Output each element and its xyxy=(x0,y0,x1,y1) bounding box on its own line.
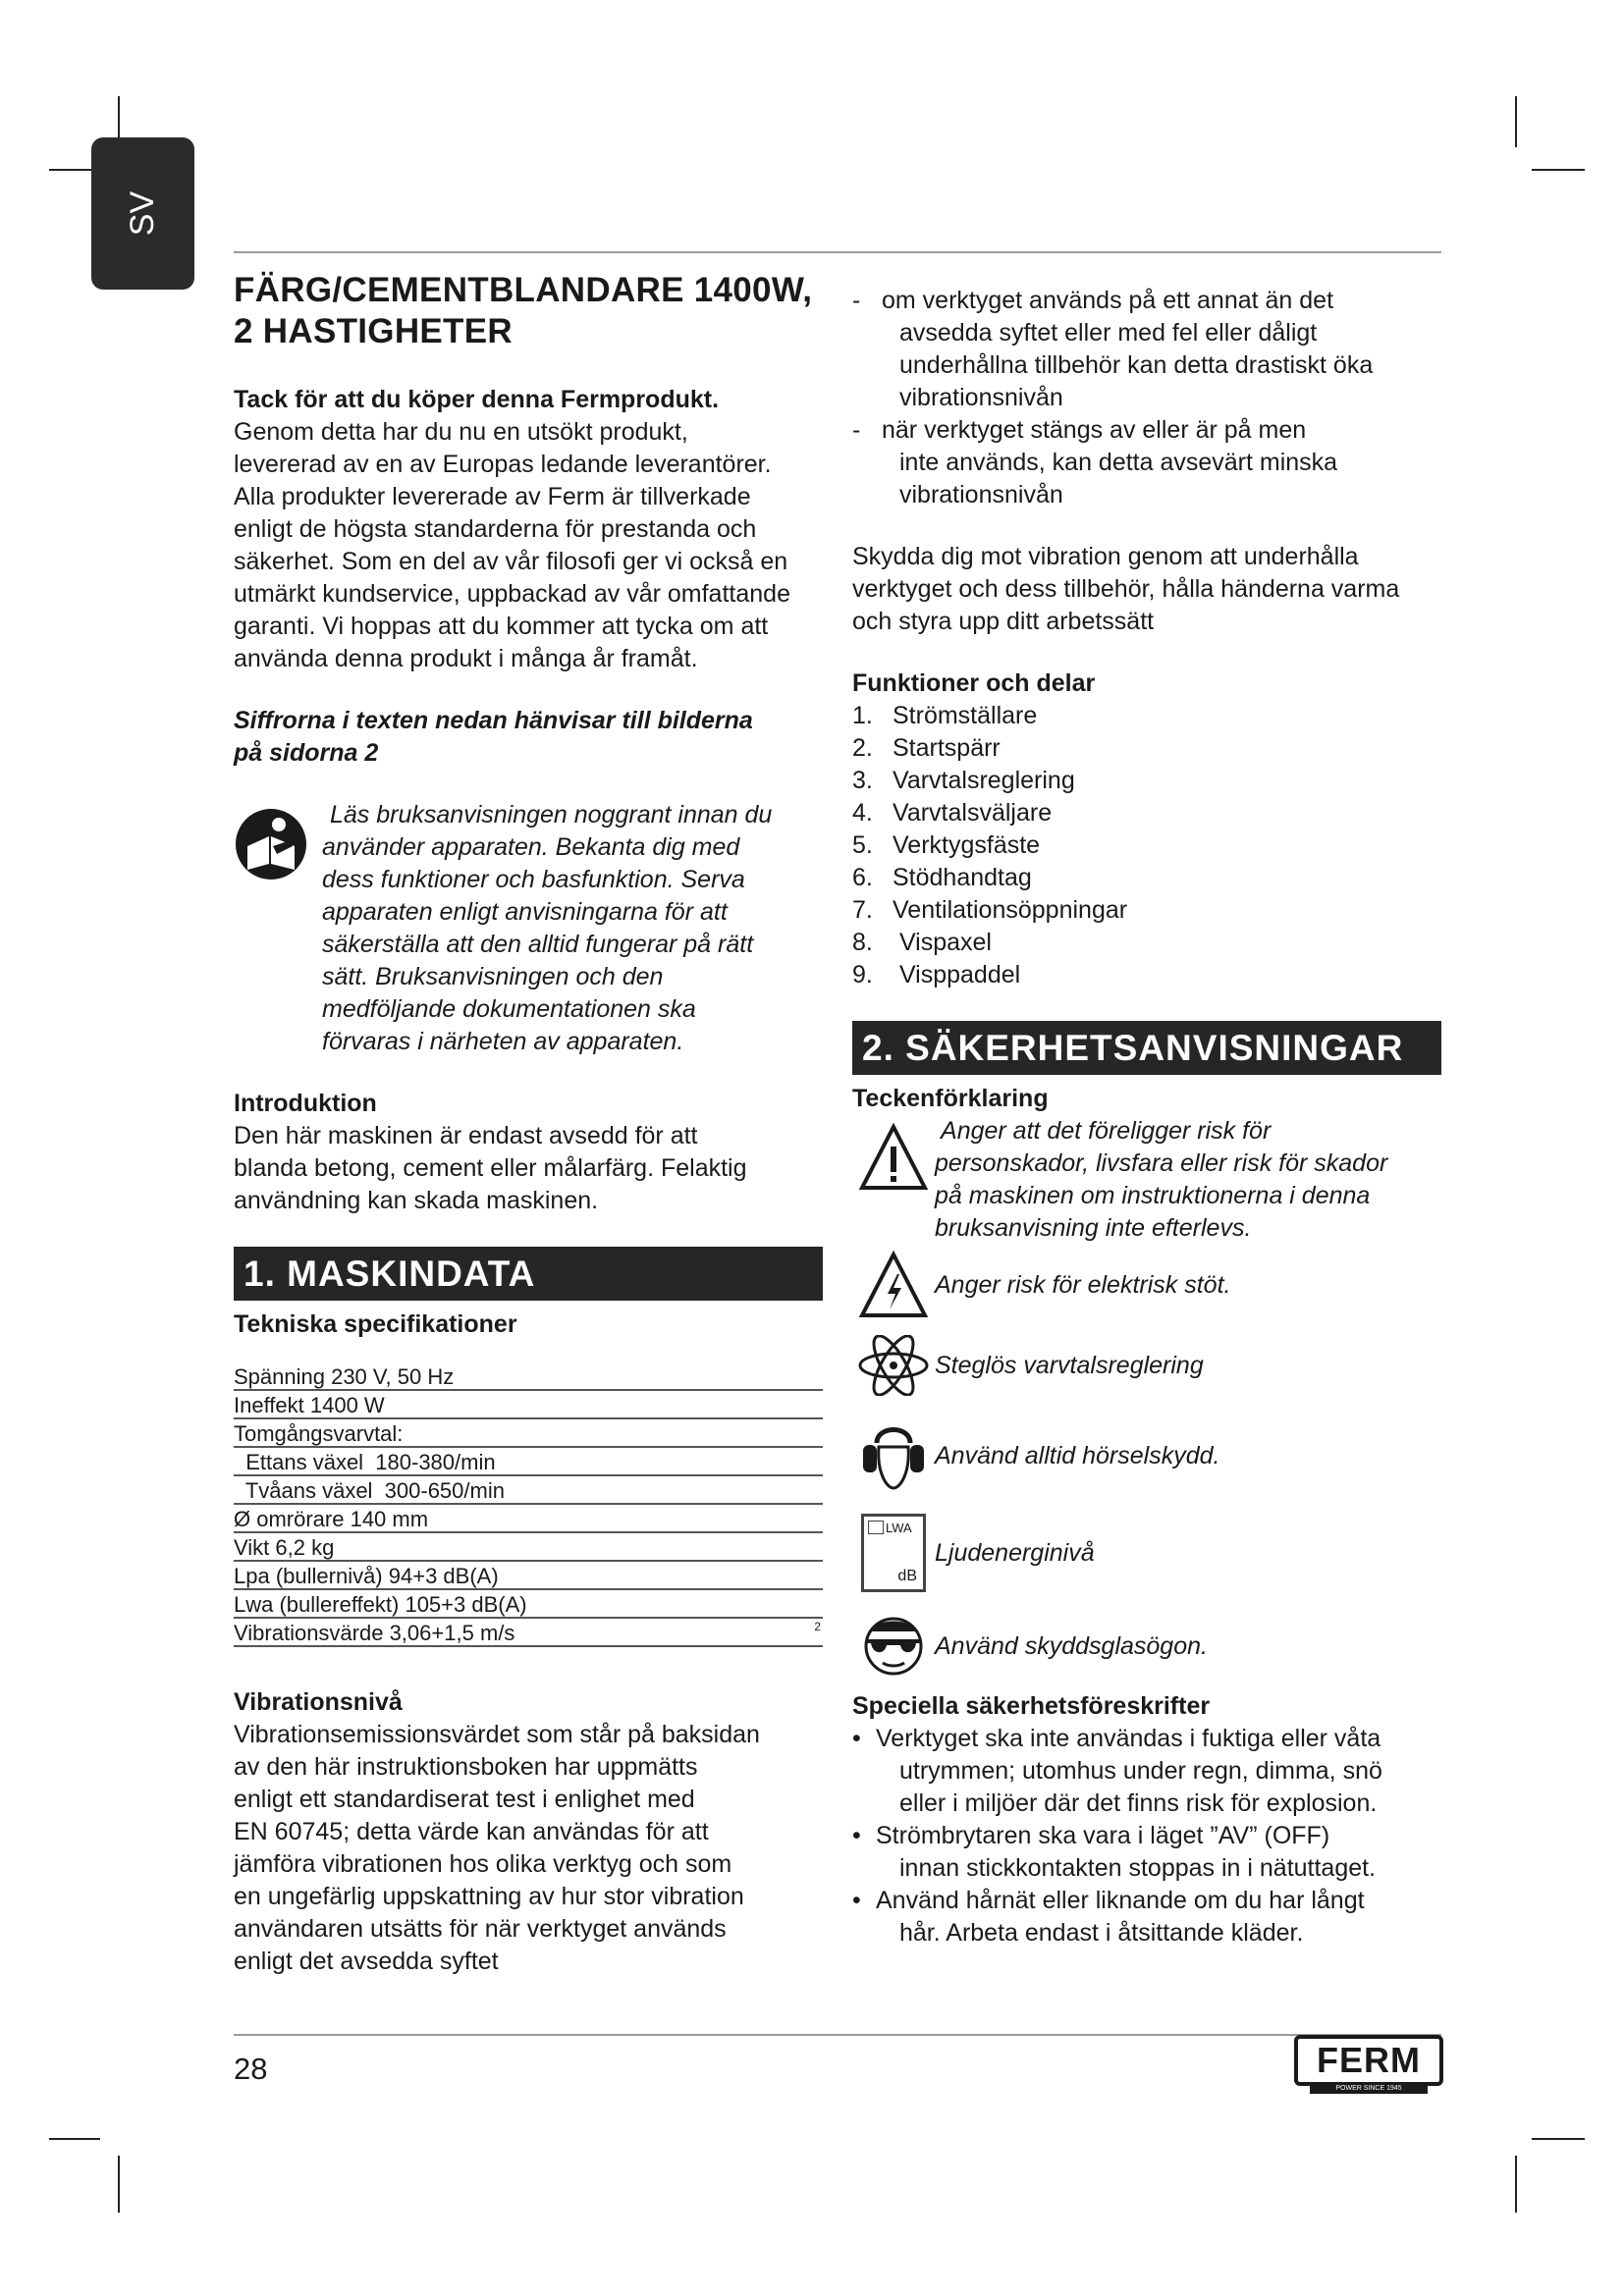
vibration-line: EN 60745; detta värde kan användas för att xyxy=(234,1818,709,1845)
manual-note xyxy=(234,799,823,1058)
intro-line: Genom detta har du nu en utsökt produkt, xyxy=(234,418,688,446)
vibration-line: enligt ett standardiserat test i enlighet med xyxy=(234,1786,695,1813)
bullet-text: utrymmen; utomhus under regn, dimma, snö xyxy=(899,1757,1382,1785)
symbol-text: personskador, livsfara eller risk för skador xyxy=(935,1149,1388,1177)
spec-row: Tomgångsvarvtal: xyxy=(234,1419,823,1448)
crop-mark xyxy=(49,2138,100,2140)
special-block xyxy=(852,1690,1441,1949)
symbols-heading: Teckenförklaring xyxy=(852,1085,1049,1112)
crop-mark xyxy=(1532,169,1585,171)
ear-protection-icon xyxy=(852,1417,935,1494)
logo-tagline: POWER SINCE 1945 xyxy=(1310,2084,1428,2094)
spec-row: Ineffekt 1400 W xyxy=(234,1391,823,1419)
vibration-line: av den här instruktionsboken har uppmätts xyxy=(234,1753,698,1781)
spec-row: Lpa (bullernivå) 94+3 dB(A) xyxy=(234,1562,823,1590)
intro-line: Alla produkter levererade av Ferm är tillverkade xyxy=(234,483,751,510)
vibration-line: användaren utsätts för när verktyget används xyxy=(234,1915,727,1943)
vibration-line: Vibrationsemissionsvärdet som står på baksidan xyxy=(234,1721,760,1748)
intro-line: säkerhet. Som en del av vår filosofi ger vi också en xyxy=(234,548,788,575)
intro-line: garanti. Vi hoppas att du kommer att tycka om att xyxy=(234,613,769,640)
manual-note-line: använder apparaten. Bekanta dig med xyxy=(322,833,740,861)
spec-superscript: 2 xyxy=(814,1620,821,1633)
list-item: 8. Vispaxel xyxy=(852,929,992,956)
intro-line: utmärkt kundservice, uppbackad av vår omfattande xyxy=(234,580,790,608)
symbol-text: Steglös varvtalsreglering xyxy=(935,1351,1204,1379)
symbol-text: Använd alltid hörselskydd. xyxy=(935,1441,1220,1469)
introduction-block xyxy=(234,1088,823,1217)
introduction-line: Den här maskinen är endast avsedd för att xyxy=(234,1122,698,1149)
lwa-label: LWA xyxy=(886,1521,912,1535)
speed-control-icon xyxy=(852,1335,935,1396)
electric-shock-icon xyxy=(852,1251,935,1319)
figure-note xyxy=(234,705,823,770)
symbol-row xyxy=(852,1514,1441,1592)
top-rule xyxy=(234,251,1441,253)
section-1-title: 1. MASKINDATA xyxy=(234,1247,823,1301)
safety-glasses-icon xyxy=(852,1614,935,1679)
symbol-row xyxy=(852,1115,1441,1245)
dash-text: underhållna tillbehör kan detta drastiskt öka xyxy=(899,351,1374,379)
db-label: dB xyxy=(897,1568,917,1584)
list-item: 4. Varvtalsväljare xyxy=(852,799,1053,827)
functions-block xyxy=(852,667,1441,991)
intro-block xyxy=(234,384,823,675)
symbol-text: Ljudenerginivå xyxy=(935,1538,1095,1567)
introduction-heading: Introduktion xyxy=(234,1090,377,1117)
dash-item xyxy=(852,414,1441,511)
section-2-title: 2. SÄKERHETSANVISNINGAR xyxy=(852,1021,1441,1075)
special-heading: Speciella säkerhetsföreskrifter xyxy=(852,1692,1211,1720)
ferm-logo xyxy=(1294,2035,1441,2096)
bullet-text: Använd hårnät eller liknande om du har långt xyxy=(876,1887,1365,1914)
vibration-line: enligt det avsedda syftet xyxy=(234,1948,499,1975)
manual-note-line: säkerställa att den alltid fungerar på rätt xyxy=(322,931,754,958)
spec-row: Vibrationsvärde 3,06+1,5 m/s 2 xyxy=(234,1619,823,1647)
list-item: 5. Verktygsfäste xyxy=(852,831,1041,859)
figure-note-line: på sidorna 2 xyxy=(234,739,379,767)
manual-note-line: sätt. Bruksanvisningen och den xyxy=(322,963,664,990)
dash-text: vibrationsnivån xyxy=(899,384,1063,411)
crop-mark xyxy=(1532,2138,1585,2140)
dash-item xyxy=(852,285,1441,414)
dash-text: inte används, kan detta avsevärt minska xyxy=(899,449,1338,476)
bullet-item xyxy=(852,1723,1441,1820)
protect-line: verktyget och dess tillbehör, hålla händerna varma xyxy=(852,575,1400,603)
functions-heading: Funktioner och delar xyxy=(852,669,1096,697)
figure-note-line: Siffrorna i texten nedan hänvisar till bilderna xyxy=(234,707,753,734)
list-item: 2. Startspärr xyxy=(852,734,1001,762)
dash-text: vibrationsnivån xyxy=(899,481,1063,508)
dash-mark: - xyxy=(852,287,861,314)
spec-table xyxy=(234,1362,823,1647)
intro-line: enligt de högsta standarderna för prestanda och xyxy=(234,515,757,543)
symbol-text: bruksanvisning inte efterlevs. xyxy=(935,1214,1252,1242)
protect-line: Skydda dig mot vibration genom att underhålla xyxy=(852,543,1359,570)
manual-note-line: dess funktioner och basfunktion. Serva xyxy=(322,866,745,893)
list-item: 7. Ventilationsöppningar xyxy=(852,896,1128,924)
bullet-text: Strömbrytaren ska vara i läget ”AV” (OFF) xyxy=(876,1822,1330,1849)
right-column xyxy=(852,285,1441,1949)
spec-row: Ettans växel 180-380/min xyxy=(234,1448,823,1476)
vibration-line: en ungefärlig uppskattning av hur stor vibration xyxy=(234,1883,744,1910)
symbol-text: Anger risk för elektrisk stöt. xyxy=(935,1270,1231,1299)
bullet-item xyxy=(852,1820,1441,1885)
list-item: 1. Strömställare xyxy=(852,702,1038,729)
bullet-text: Verktyget ska inte användas i fuktiga eller våta xyxy=(876,1725,1381,1752)
spec-row: Tvåans växel 300-650/min xyxy=(234,1476,823,1505)
language-code: SV xyxy=(124,190,161,237)
manual-note-line: apparaten enligt anvisningarna för att xyxy=(322,898,728,926)
crop-mark xyxy=(118,2156,120,2213)
manual-note-line: förvaras i närheten av apparaten. xyxy=(322,1028,684,1055)
symbol-row xyxy=(852,1335,1441,1396)
page-number: 28 xyxy=(234,2052,268,2086)
symbol-text: Använd skyddsglasögon. xyxy=(935,1631,1208,1660)
list-item: 3. Varvtalsreglering xyxy=(852,767,1075,794)
left-column xyxy=(234,270,823,1978)
symbol-text: på maskinen om instruktionerna i denna xyxy=(935,1182,1371,1209)
symbol-row xyxy=(852,1417,1441,1494)
spec-row: Spänning 230 V, 50 Hz xyxy=(234,1362,823,1391)
protect-line: och styra upp ditt arbetssätt xyxy=(852,608,1155,635)
protect-block xyxy=(852,541,1441,638)
dash-text: om verktyget används på ett annat än det xyxy=(882,287,1334,314)
vibration-heading: Vibrationsnivå xyxy=(234,1688,403,1716)
warning-triangle-icon xyxy=(852,1115,935,1192)
bullet-mark: • xyxy=(852,1725,861,1752)
language-tab xyxy=(91,137,194,290)
functions-list xyxy=(852,700,1441,991)
bullet-mark: • xyxy=(852,1887,861,1914)
dash-mark: - xyxy=(852,416,861,444)
symbol-row xyxy=(852,1251,1441,1319)
introduction-line: användning kan skada maskinen. xyxy=(234,1187,599,1214)
page-title: FÄRG/CEMENTBLANDARE 1400W, 2 HASTIGHETER xyxy=(234,271,813,350)
bullet-text: innan stickkontakten stoppas in i nätuttaget. xyxy=(899,1854,1377,1882)
bullet-text: eller i miljöer där det finns risk för explosion. xyxy=(899,1789,1378,1817)
specs-heading: Tekniska specifikationer xyxy=(234,1310,517,1338)
vibration-line: jämföra vibrationen hos olika verktyg och som xyxy=(234,1850,732,1878)
intro-heading: Tack för att du köper denna Fermprodukt. xyxy=(234,386,720,413)
manual-note-line: Läs bruksanvisningen noggrant innan du xyxy=(330,801,773,828)
list-item: 9. Visppaddel xyxy=(852,961,1021,988)
sound-power-icon xyxy=(852,1514,935,1592)
intro-line: använda denna produkt i många år framåt. xyxy=(234,645,698,672)
crop-mark xyxy=(1515,2156,1517,2213)
logo-text: FERM xyxy=(1294,2035,1443,2086)
vibration-block xyxy=(234,1686,823,1978)
bullet-item xyxy=(852,1885,1441,1949)
bullet-mark: • xyxy=(852,1822,861,1849)
manual-note-line: medföljande dokumentationen ska xyxy=(322,995,696,1023)
intro-line: levererad av en av Europas ledande leverantörer. xyxy=(234,451,772,478)
spec-row: Vikt 6,2 kg xyxy=(234,1533,823,1562)
symbol-row xyxy=(852,1614,1441,1679)
bullet-text: hår. Arbeta endast i åtsittande kläder. xyxy=(899,1919,1304,1947)
spec-row: Ø omrörare 140 mm xyxy=(234,1505,823,1533)
crop-mark xyxy=(1515,96,1517,147)
bottom-rule xyxy=(234,2034,1441,2036)
introduction-line: blanda betong, cement eller målarfärg. Felaktig xyxy=(234,1154,747,1182)
list-item: 6. Stödhandtag xyxy=(852,864,1032,891)
dash-text: avsedda syftet eller med fel eller dåligt xyxy=(899,319,1318,347)
dash-text: när verktyget stängs av eller är på men xyxy=(882,416,1307,444)
symbol-text: Anger att det föreligger risk för xyxy=(935,1117,1272,1145)
spec-row: Lwa (bullereffekt) 105+3 dB(A) xyxy=(234,1590,823,1619)
read-manual-icon xyxy=(234,799,322,1058)
